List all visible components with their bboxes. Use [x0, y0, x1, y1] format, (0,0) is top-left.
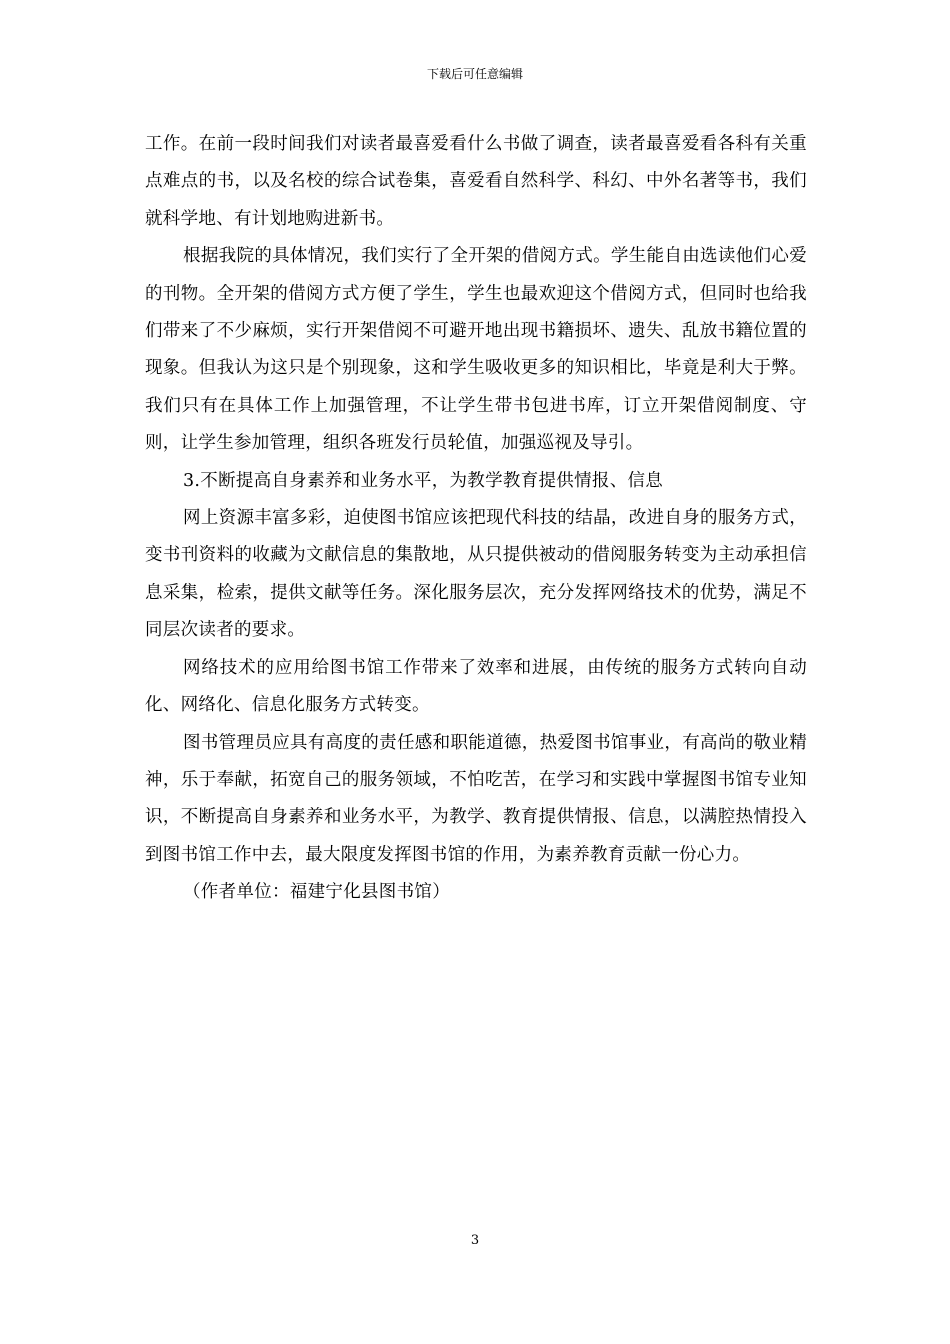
author-affiliation: （作者单位：福建宁化县图书馆） — [183, 882, 450, 903]
paragraph-network-technology: 网络技术的应用给图书馆工作带来了效率和进展，由传统的服务方式转向自动化、网络化、信息化服务方式转变。 — [145, 657, 807, 716]
paragraph-online-resources: 网上资源丰富多彩，迫使图书馆应该把现代科技的结晶，改进自身的服务方式，变书刊资料的收藏为文献信息的集散地，从只提供被动的借阅服务转变为主动承担信息采集，检索，提供文献等任务。深化服务层次，充分发挥网络技术的优势，满足不同层次读者的要求。 — [145, 508, 807, 641]
page-header: 下载后可任意编辑 — [426, 67, 523, 81]
document-body — [145, 126, 807, 912]
paragraph-open-shelf: 根据我院的具体情况，我们实行了全开架的借阅方式。学生能自由选读他们心爱的刊物。全开架的借阅方式方便了学生，学生也最欢迎这个借阅方式，但同时也给我们带来了不少麻烦，实行开架借阅不可避开地出现书籍损坏、遗失、乱放书籍位置的现象。但我认为这只是个别现象，这和学生吸收更多的知识相比，毕竟是利大于弊。我们只有在具体工作上加强管理，不让学生带书包进书库，订立开架借阅制度、守则，让学生参加管理，组织各班发行员轮值，加强巡视及导引。 — [145, 246, 807, 454]
page-number: 3 — [470, 1233, 480, 1248]
section-heading: 3.不断提高自身素养和业务水平，为教学教育提供情报、信息 — [183, 470, 664, 491]
paragraph-continuation: 工作。在前一段时间我们对读者最喜爱看什么书做了调查，读者最喜爱看各科有关重点难点的书，以及名校的综合试卷集，喜爱看自然科学、科幻、中外名著等书，我们就科学地、有计划地购进新书。 — [145, 134, 807, 229]
paragraph-librarian-duties: 图书管理员应具有高度的责任感和职能道德，热爱图书馆事业，有高尚的敬业精神，乐于奉献，拓宽自己的服务领域，不怕吃苦，在学习和实践中掌握图书馆专业知识，不断提高自身素养和业务水平，为教学、教育提供情报、信息，以满腔热情投入到图书馆工作中去，最大限度发挥图书馆的作用，为素养教育贡献一份心力。 — [145, 732, 807, 865]
